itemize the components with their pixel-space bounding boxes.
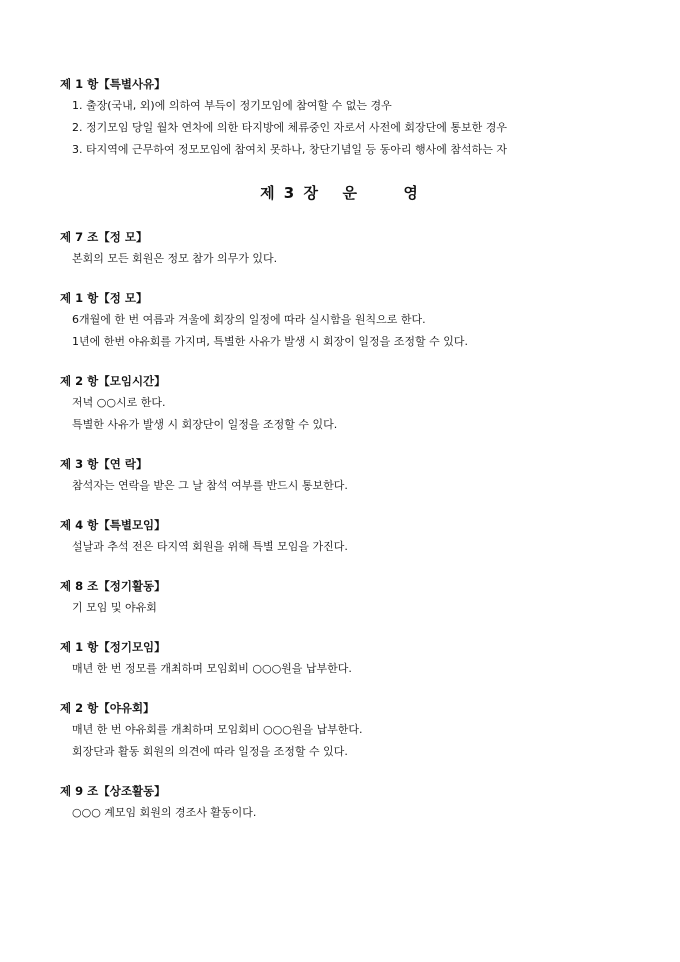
section-heading: 제 7 조【정 모】 [60, 230, 148, 244]
list-item: 3. 타지역에 근무하여 정모모임에 참여치 못하나, 창단기념일 등 동아리 행사에 참석하는 자 [72, 143, 507, 156]
paragraph-line: 저녁 ○○시로 한다. [72, 396, 166, 409]
chapter-title [0, 183, 680, 203]
section-clause-4-special-meeting [60, 517, 620, 558]
section-article-8 [60, 578, 620, 619]
section-clause-1-meeting [60, 290, 620, 353]
paragraph-line: 본회의 모든 회원은 정모 참가 의무가 있다. [72, 252, 278, 265]
section-heading: 제 2 항【야유회】 [60, 701, 155, 715]
section-article-9 [60, 783, 620, 824]
list-item: 2. 정기모임 당일 월차 연차에 의한 타지방에 체류중인 자로서 사전에 회장단에 통보한 경우 [72, 121, 507, 134]
section-heading: 제 8 조【정기활동】 [60, 579, 166, 593]
section-heading: 제 1 항【특별사유】 [60, 77, 166, 91]
section-heading: 제 4 항【특별모임】 [60, 518, 166, 532]
paragraph-line: 회장단과 활동 회원의 의견에 따라 일정을 조정할 수 있다. [72, 745, 348, 758]
paragraph-line: 매년 한 번 야유회를 개최하며 모임회비 ○○○원을 납부한다. [72, 723, 363, 736]
paragraph-line: 기 모임 및 야유회 [72, 601, 157, 614]
section-clause-1-regular [60, 639, 620, 680]
paragraph-line: 설날과 추석 전은 타지역 회원을 위해 특별 모임을 가진다. [72, 540, 348, 553]
chapter-number: 제 3 장 [260, 184, 320, 202]
section-clause-3-contact [60, 456, 620, 497]
chapter-name-part1: 운 [342, 184, 359, 202]
paragraph-line: 1년에 한번 야유회를 가지며, 특별한 사유가 발생 시 회장이 일정을 조정할 수 있다. [72, 335, 468, 348]
section-heading: 제 1 항【정 모】 [60, 291, 148, 305]
section-heading: 제 1 항【정기모임】 [60, 640, 166, 654]
section-article-7 [60, 229, 620, 270]
section-clause-2-picnic [60, 700, 620, 763]
section-heading: 제 9 조【상조활동】 [60, 784, 166, 798]
section-special-reasons [60, 76, 620, 161]
section-heading: 제 2 항【모임시간】 [60, 374, 166, 388]
paragraph-line: ○○○ 계모임 회원의 경조사 활동이다. [72, 806, 257, 819]
chapter-name-part2: 영 [403, 184, 420, 202]
paragraph-line: 참석자는 연락을 받은 그 날 참석 여부를 반드시 통보한다. [72, 479, 348, 492]
section-clause-2-time [60, 373, 620, 436]
paragraph-line: 매년 한 번 정모를 개최하며 모임회비 ○○○원을 납부한다. [72, 662, 352, 675]
paragraph-line: 6개월에 한 번 여름과 겨울에 회장의 일정에 따라 실시함을 원칙으로 한다. [72, 313, 426, 326]
section-heading: 제 3 항【연 락】 [60, 457, 148, 471]
list-item: 1. 출장(국내, 외)에 의하여 부득이 정기모임에 참여할 수 없는 경우 [72, 99, 392, 112]
paragraph-line: 특별한 사유가 발생 시 회장단이 일정을 조정할 수 있다. [72, 418, 338, 431]
